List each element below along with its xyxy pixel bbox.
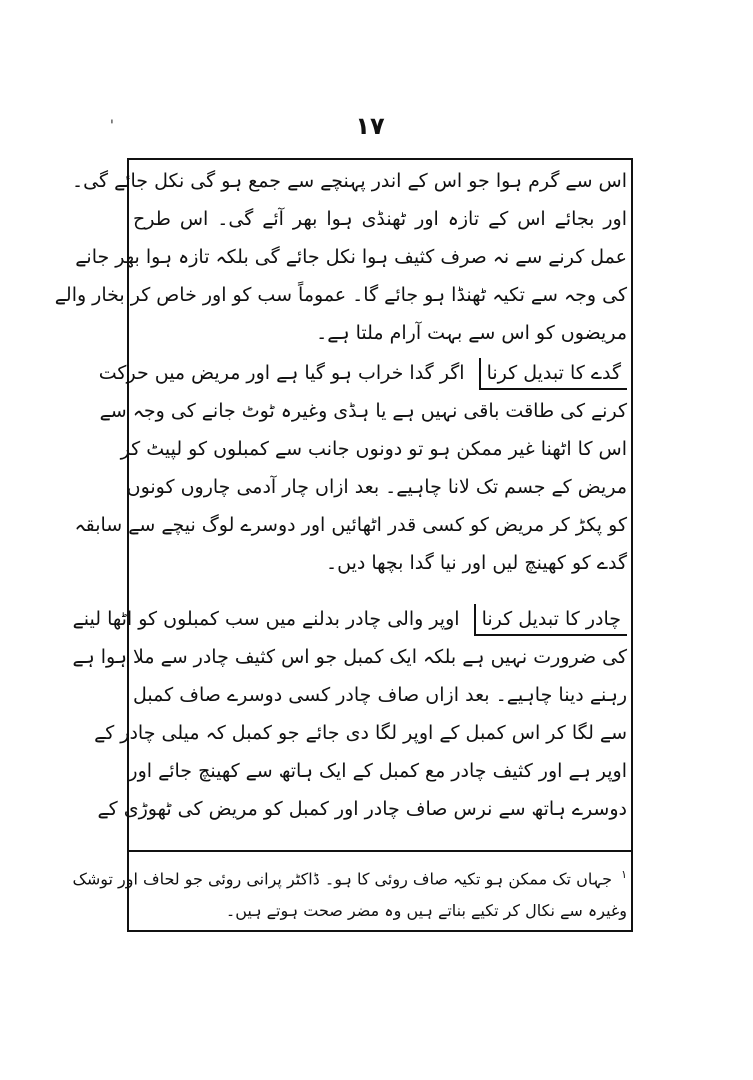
body-line: کرنے کی طاقت باقی نہیں ہے یا ہڈی وغیرہ ٹوٹ جانے کی وجہ سے: [99, 400, 627, 422]
body-line: مریضوں کو اس سے بہت آرام ملتا ہے۔: [316, 322, 627, 344]
text-frame: [54, 158, 633, 932]
footnote-line: [72, 858, 627, 892]
page-number: ۱۷: [355, 112, 385, 140]
footnote-text: جہاں تک ممکن ہو تکیہ صاف روئی کا ہو۔ ڈاکٹر پرانی روئی جو لحاف اور توشک: [72, 869, 612, 889]
footnote-marker: ۱: [621, 868, 627, 881]
footnote-line: وغیرہ سے نکال کر تکیے بناتے ہیں وہ مضر صحت ہوتے ہیں۔: [225, 901, 627, 920]
body-line: عمل کرنے سے نہ صرف کثیف ہوا نکل جائے گی بلکہ تازہ ہوا بھر جانے: [75, 246, 627, 268]
body-line: اور بجائے اس کے تازہ اور ٹھنڈی ہوا بھر آئے گی۔ اس طرح: [133, 208, 627, 230]
body-line: رہنے دینا چاہیے۔ بعد ازاں صاف چادر کسی دوسرے صاف کمبل: [133, 684, 627, 706]
body-line: اس سے گرم ہوا جو اس کے اندر پہنچے سے جمع ہو گی نکل جائے گی۔: [72, 170, 627, 192]
body-line: گدے کو کھینچ لیں اور نیا گدا بچھا دیں۔: [325, 552, 627, 574]
body-line: اس کا اٹھنا غیر ممکن ہو تو دونوں جانب سے کمبلوں کو لپیٹ کر: [120, 438, 627, 460]
section-sheet-opening: اوپر والی چادر بدلنے میں سب کمبلوں کو اٹھا لینے: [72, 608, 460, 630]
section-bed-first-line: [98, 354, 627, 392]
body-line: کو پکڑ کر مریض کو کسی قدر اٹھائیں اور دوسرے لوگ نیچے سے سابقہ: [74, 514, 627, 536]
section-heading-sheet: چادر کا تبدیل کرنا: [474, 604, 627, 636]
body-line: دوسرے ہاتھ سے نرس صاف چادر اور کمبل کو مریض کی ٹھوڑی کے: [97, 798, 627, 820]
section-bed-opening: اگر گدا خراب ہو گیا ہے اور مریض میں حرکت: [98, 362, 465, 384]
main-text: [54, 160, 627, 850]
body-line: کی ضرورت نہیں ہے بلکہ ایک کمبل جو اس کثیف چادر سے ملا ہوا ہے: [72, 646, 627, 668]
section-sheet-first-line: [72, 600, 627, 638]
body-line: مریض کے جسم تک لانا چاہیے۔ بعد ازاں چار آدمی چاروں کونوں: [126, 476, 627, 498]
footnote-divider: [129, 850, 631, 852]
section-heading-bed: گدے کا تبدیل کرنا: [479, 358, 627, 390]
body-line: کی وجہ سے تکیہ ٹھنڈا ہو جائے گا۔ عموماً سب کو اور خاص کر بخار والے: [54, 284, 627, 306]
body-line: سے لگا کر اس کمبل کے اوپر لگا دی جائے جو کمبل کہ میلی چادر کے: [94, 722, 627, 744]
margin-mark: ': [110, 118, 114, 134]
body-line: اوپر ہے اور کثیف چادر مع کمبل کے ایک ہاتھ سے کھینچ جائے اور: [128, 760, 627, 782]
